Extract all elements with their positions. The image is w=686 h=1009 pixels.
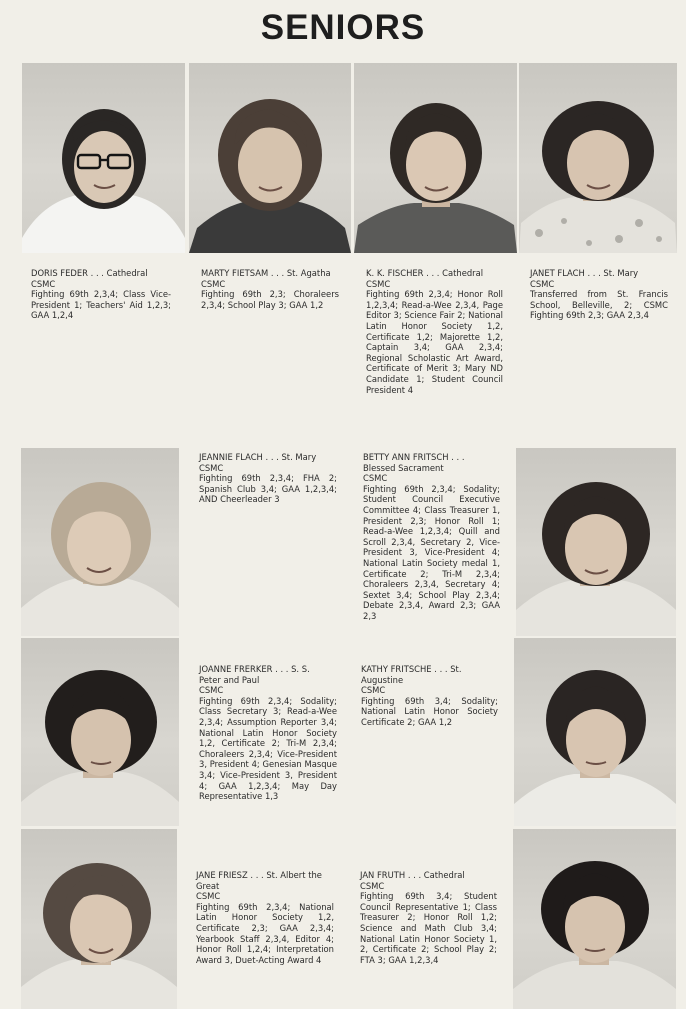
portrait-marty-fietsam (189, 63, 351, 253)
student-activities: Transferred from St. Francis School, Belleville, 2; CSMC Fighting 69th 2,3; GAA 2,3,4 (530, 289, 668, 321)
portrait-kathy-fritsche (514, 638, 676, 826)
student-entry-janet (530, 268, 668, 321)
student-activities: Fighting 69th 3,4; Student Council Representative 1; Class Treasurer 2; Honor Roll 1,2; Science and Math Club 3,4; National Latin Honor Society 1, 2, Certificate 2; School Play 2; FTA 3; GAA 1,2,3,4 (360, 891, 497, 965)
student-entry-marty (201, 268, 339, 310)
student-entry-betty (363, 452, 500, 622)
student-activities: Fighting 69th 2,3,4; National Latin Honor Society 1,2, Certificate 2,3; GAA 2,3,4; Yearbook Staff 2,3,4, Editor 4; Honor Roll 1,2,4; Interpretation Award 3, Duet-Acting Award 4 (196, 901, 334, 965)
student-campus: CSMC (196, 891, 221, 902)
student-name-school: BETTY ANN FRITSCH . . . Blessed Sacrament (363, 452, 465, 473)
student-campus: CSMC (363, 473, 388, 484)
student-campus: CSMC (360, 880, 385, 891)
portrait-jane-friesz (21, 829, 177, 1009)
student-campus: CSMC (199, 462, 224, 473)
portrait-jeannie-flach (21, 448, 179, 636)
student-name-school: JOANNE FRERKER . . . S. S. Peter and Paul (199, 664, 310, 685)
student-entry-joanne (199, 664, 337, 802)
student-activities: Fighting 69th 2,3,4; Sodality; Class Secretary 3; Read-a-Wee 2,3,4; Assumption Reporter 3,4; National Latin Honor Society 1,2, Certificate 2; Tri-M 2,3,4; Choraleers 2,3,4; Vice-President 3, President 4; Genesian Masque 3,4; Vice-President 3, President 4; GAA 1,2,3,4; May Day Representative 1,3 (199, 695, 337, 802)
student-campus: CSMC (199, 685, 224, 696)
student-entry-kathy (361, 664, 498, 728)
student-campus: CSMC (201, 278, 226, 289)
page-title: SENIORS (260, 8, 426, 47)
student-campus: CSMC (361, 685, 386, 696)
student-name-school: JANET FLACH . . . St. Mary (530, 268, 639, 278)
student-activities: Fighting 69th 2,3,4; FHA 2; Spanish Club 3,4; GAA 1,2,3,4; AND Cheerleader 3 (199, 473, 337, 505)
student-name-school: MARTY FIETSAM . . . St. Agatha (201, 268, 331, 278)
student-name-school: KATHY FRITSCHE . . . St. Augustine (361, 664, 462, 685)
student-activities: Fighting 69th 2,3,4; Sodality; Student Council Executive Committee 4; Class Treasurer 1, President 2,3; Honor Roll 1; Read-a-Wee 1,2,3,4; Quill and Scroll 2,3,4, Secretary 2, Vice-President 3, Vice-President 4; National Latin Society medal 1, Certificate 2; Tri-M 2,3,4; Choraleers 2,3,4, Secretary 4; Sextet 3,4; School Play 2,3,4; Debate 2,3,4, Award 2,3; GAA 2,3 (363, 483, 500, 621)
student-campus: CSMC (31, 278, 56, 289)
portrait-betty-ann-fritsch (516, 448, 676, 636)
student-entry-kk (366, 268, 503, 395)
student-entry-jan (360, 870, 497, 965)
student-name-school: DORIS FEDER . . . Cathedral (31, 268, 148, 278)
student-activities: Fighting 69th 2,3; Choraleers 2,3,4; School Play 3; GAA 1,2 (201, 289, 339, 310)
student-activities: Fighting 69th 2,3,4; Honor Roll 1,2,3,4; Read-a-Wee 2,3,4, Page Editor 3; Science Fair 2; National Latin Honor Society 1,2, Certificate 1,2; Majorette 1,2, Captain 3,4; GAA 2,3,4; Regional Scholastic Art Award, Certificate of Merit 3; Mary ND Candidate 1; Student Council President 4 (366, 289, 503, 395)
portrait-doris-feder (22, 63, 185, 253)
student-entry-jeannie (199, 452, 337, 505)
student-entry-jane (196, 870, 334, 965)
student-activities: Fighting 69th 3,4; Sodality; National Latin Honor Society Certificate 2; GAA 1,2 (361, 695, 498, 727)
student-entry-doris (31, 268, 171, 321)
student-name-school: JANE FRIESZ . . . St. Albert the Great (196, 870, 322, 891)
portrait-joanne-frerker (21, 638, 179, 826)
student-activities: Fighting 69th 2,3,4; Class Vice-President 1; Teachers' Aid 1,2,3; GAA 1,2,4 (31, 289, 171, 321)
portrait-janet-flach (519, 63, 677, 253)
portrait-kk-fischer (354, 63, 517, 253)
student-name-school: K. K. FISCHER . . . Cathedral (366, 268, 484, 278)
portrait-jan-fruth (513, 829, 676, 1009)
student-campus: CSMC (366, 278, 391, 289)
student-name-school: JEANNIE FLACH . . . St. Mary (199, 452, 317, 462)
student-name-school: JAN FRUTH . . . Cathedral (360, 870, 465, 880)
student-campus: CSMC (530, 278, 555, 289)
